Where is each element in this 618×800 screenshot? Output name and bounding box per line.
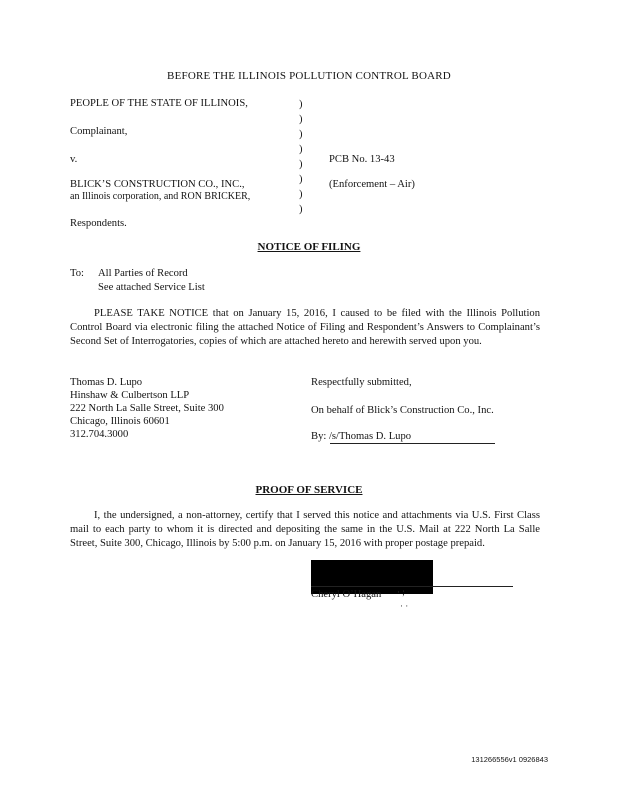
to-label: To: bbox=[70, 268, 84, 279]
scan-artifact: · · bbox=[400, 601, 409, 611]
proof-heading: PROOF OF SERVICE bbox=[255, 484, 363, 496]
caption-bracket: ) ) ) ) ) ) ) ) bbox=[299, 99, 303, 215]
defendant-description: an Illinois corporation, and RON BRICKER, bbox=[70, 191, 251, 202]
case-type: (Enforcement – Air) bbox=[329, 179, 415, 190]
attorney-firm: Hinshaw & Culbertson LLP bbox=[70, 390, 190, 401]
attorney-name: Thomas D. Lupo bbox=[70, 377, 143, 388]
defendant-role: Respondents. bbox=[70, 218, 127, 229]
defendant-name: BLICK’S CONSTRUCTION CO., INC., bbox=[70, 179, 245, 190]
notice-body: PLEASE TAKE NOTICE that on January 15, 2016, I caused to be filed with the Illinois Pollution Control Board via electronic filing the attached Notice of Filing and Respondent’s Answers to Complainant’s Second Set of Interrogatories, copies of which are attached hereto and herewith served upon you. bbox=[70, 308, 540, 347]
plaintiff-name: PEOPLE OF THE STATE OF ILLINOIS, bbox=[70, 98, 248, 109]
proof-signature-line bbox=[311, 586, 513, 587]
attorney-phone: 312.704.3000 bbox=[70, 429, 129, 440]
to-service-list: See attached Service List bbox=[98, 282, 205, 293]
board-title: BEFORE THE ILLINOIS POLLUTION CONTROL BOARD bbox=[167, 70, 451, 82]
document-id: 131266556v1 0926843 bbox=[471, 755, 548, 764]
versus-label: v. bbox=[70, 154, 78, 165]
signer-name: Cheryl O’Hagan bbox=[311, 589, 382, 600]
attorney-address bbox=[70, 376, 224, 441]
attorney-city: Chicago, Illinois 60601 bbox=[70, 416, 170, 427]
proof-body: I, the undersigned, a non-attorney, certify that I served this notice and attachments via U.S. First Class mail to each party to whom it is directed and depositing the same in the U.S. Mail at 222 North La Salle Street, Suite 300, Chicago, Illinois by 5:00 p.m. on January 15, 2016 with proper postage prepaid. bbox=[70, 510, 540, 549]
on-behalf-text: On behalf of Blick’s Construction Co., Inc. bbox=[311, 405, 494, 416]
scan-artifact: · ; bbox=[397, 587, 405, 597]
case-number: PCB No. 13-43 bbox=[329, 154, 395, 165]
to-recipients: All Parties of Record bbox=[98, 268, 188, 279]
notice-heading: NOTICE OF FILING bbox=[257, 241, 361, 253]
closing-text: Respectfully submitted, bbox=[311, 377, 412, 388]
attorney-signature-line bbox=[330, 443, 495, 444]
plaintiff-role: Complainant, bbox=[70, 126, 128, 137]
attorney-street: 222 North La Salle Street, Suite 300 bbox=[70, 403, 224, 414]
attorney-signature: By: /s/Thomas D. Lupo bbox=[311, 431, 412, 442]
